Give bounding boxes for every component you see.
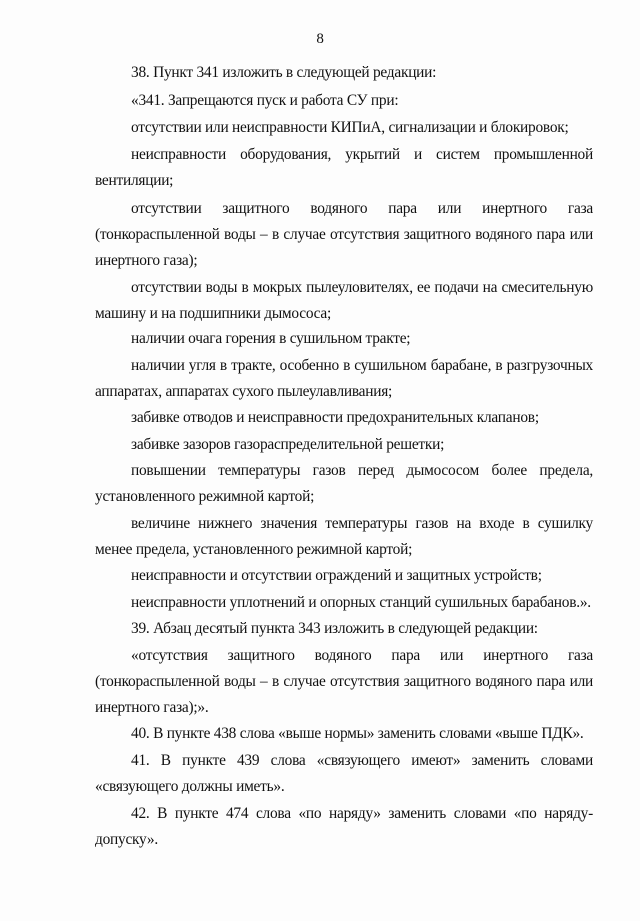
paragraph-39-text: «отсутствия защитного водяного пара или инертного газа (тонкораспыленной воды – в случае отсутствия защитного водяного пара или инертного газа);». [95, 647, 593, 716]
page-number: 8 [316, 31, 324, 47]
paragraph-341-intro: «341. Запрещаются пуск и работа СУ при: [131, 92, 399, 109]
paragraph-item: наличии очага горения в сушильном тракте; [131, 330, 411, 347]
paragraph-38: 38. Пункт 341 изложить в следующей редакции: [131, 64, 437, 81]
paragraph-39: 39. Абзац десятый пункта 343 изложить в следующей редакции: [131, 620, 538, 637]
paragraph-item: отсутствии воды в мокрых пылеуловителях, ее подачи на смесительную машину и на подшипники дымососа; [95, 279, 593, 322]
paragraph-item: забивке отводов и неисправности предохранительных клапанов; [131, 409, 539, 426]
paragraph-item: величине нижнего значения температуры газов на входе в сушилку менее предела, установленного режимной картой; [95, 515, 593, 558]
paragraph-item: отсутствии защитного водяного пара или инертного газа (тонкораспыленной воды – в случае отсутствия защитного водяного пара или инертного газа); [95, 200, 593, 269]
paragraph-item: забивке зазоров газораспределительной решетки; [131, 436, 445, 453]
paragraph-item: неисправности и отсутствии ограждений и защитных устройств; [131, 567, 542, 584]
paragraph-item: отсутствии или неисправности КИПиА, сигнализации и блокировок; [131, 119, 569, 136]
paragraph-41: 41. В пункте 439 слова «связующего имеют» заменить словами «связующего должны иметь». [95, 752, 593, 795]
paragraph-item: неисправности уплотнений и опорных станций сушильных барабанов.». [131, 594, 591, 611]
paragraph-item: неисправности оборудования, укрытий и систем промышленной вентиляции; [95, 146, 593, 189]
paragraph-42: 42. В пункте 474 слова «по наряду» заменить словами «по наряду-допуску». [95, 805, 593, 848]
paragraph-40: 40. В пункте 438 слова «выше нормы» заменить словами «выше ПДК». [131, 725, 584, 742]
paragraph-item: наличии угля в тракте, особенно в сушильном барабане, в разгрузочных аппаратах, аппаратах сухого пылеулавливания; [95, 357, 593, 400]
paragraph-item: повышении температуры газов перед дымососом более предела, установленного режимной картой; [95, 462, 593, 505]
